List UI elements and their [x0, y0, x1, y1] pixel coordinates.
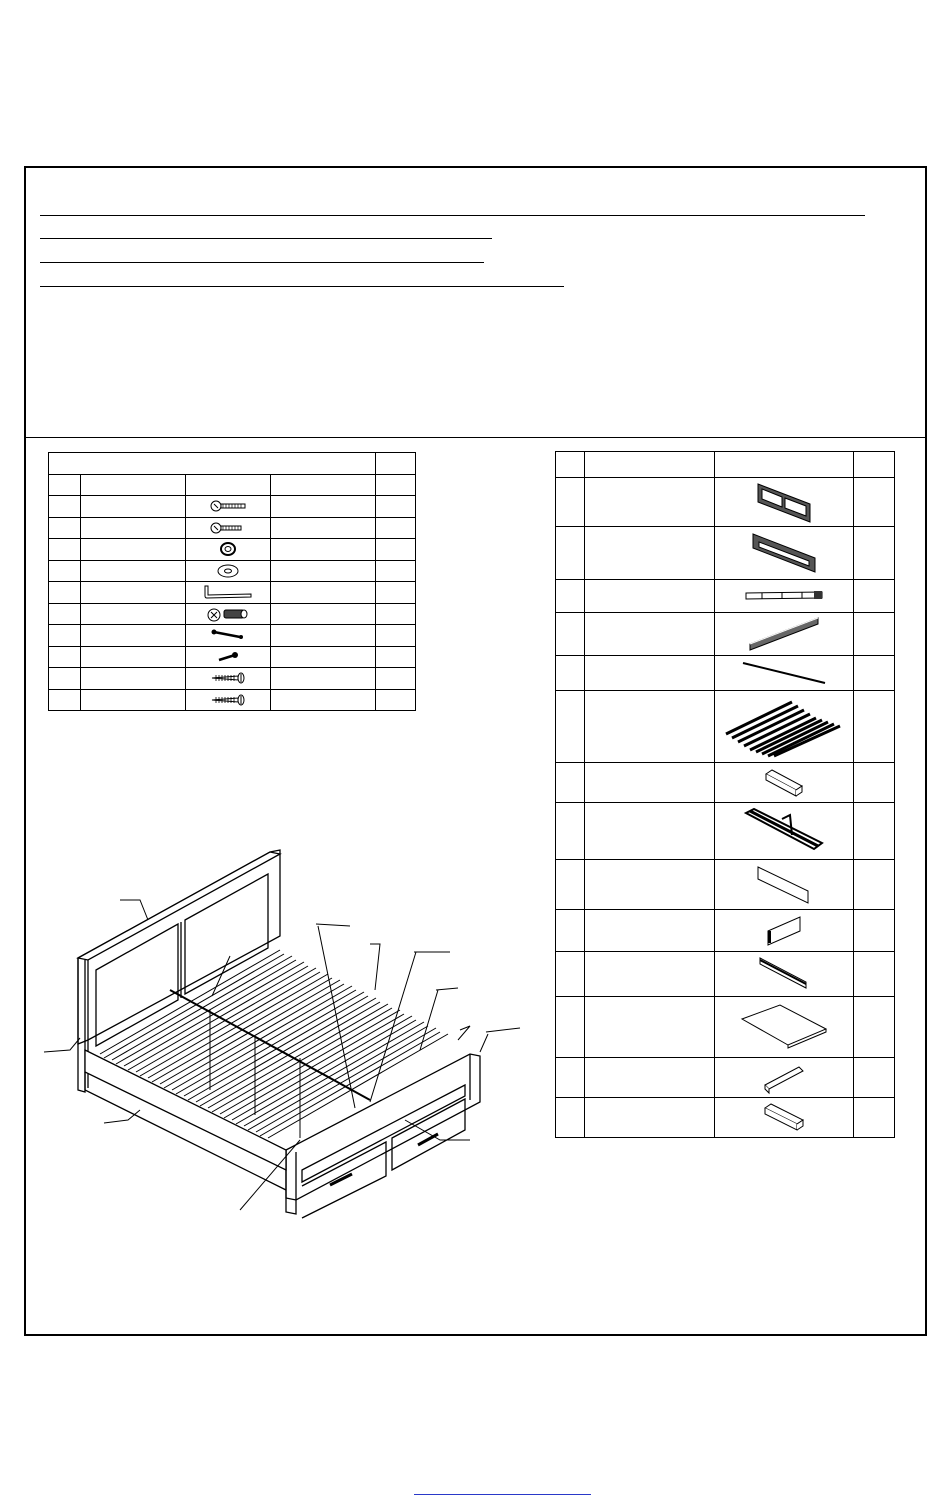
part-qty	[854, 1098, 895, 1138]
hardware-table-title	[49, 453, 376, 475]
hw-col-qty	[376, 474, 416, 496]
hw-no	[49, 539, 81, 561]
part-qty	[854, 527, 895, 580]
table-row	[556, 860, 895, 910]
part-no	[556, 910, 585, 952]
hw-name	[80, 625, 185, 647]
hw-qty	[376, 582, 416, 604]
wood-screw-small-icon	[185, 689, 271, 711]
table-row	[556, 613, 895, 656]
bed-assembly-illustration	[40, 840, 530, 1225]
parts-column-headers	[556, 452, 895, 478]
part-no	[556, 860, 585, 910]
hw-qty	[376, 539, 416, 561]
hw-spec	[271, 646, 376, 668]
hw-name	[80, 560, 185, 582]
instruction-line-4	[40, 286, 564, 287]
table-row	[49, 689, 416, 711]
parts-col-name	[584, 452, 714, 478]
headboard-icon	[715, 478, 854, 527]
part-no	[556, 952, 585, 997]
part-name	[584, 763, 714, 803]
table-row	[556, 803, 895, 860]
allen-key-icon	[185, 582, 271, 604]
table-row	[49, 517, 416, 539]
part-qty	[854, 478, 895, 527]
leg-block-icon	[715, 1098, 854, 1138]
part-qty	[854, 763, 895, 803]
table-row	[49, 603, 416, 625]
hw-qty	[376, 625, 416, 647]
part-qty	[854, 952, 895, 997]
part-name	[584, 803, 714, 860]
hw-spec	[271, 603, 376, 625]
center-rail-icon	[715, 580, 854, 613]
hw-no	[49, 517, 81, 539]
hw-spec	[271, 496, 376, 518]
hardware-table	[48, 452, 416, 711]
part-qty	[854, 860, 895, 910]
drawer-frame-icon	[715, 803, 854, 860]
part-qty	[854, 691, 895, 763]
part-qty	[854, 1058, 895, 1098]
hw-no	[49, 668, 81, 690]
part-name	[584, 656, 714, 691]
part-qty	[854, 656, 895, 691]
hw-col-name	[80, 474, 185, 496]
part-name	[584, 478, 714, 527]
part-qty	[854, 803, 895, 860]
drawer-back-icon	[715, 952, 854, 997]
section-divider	[24, 437, 927, 438]
part-name	[584, 1058, 714, 1098]
flat-washer-icon	[185, 560, 271, 582]
instruction-line-3	[40, 262, 484, 263]
table-row	[556, 478, 895, 527]
hw-col-no	[49, 474, 81, 496]
table-row	[556, 691, 895, 763]
part-no	[556, 997, 585, 1058]
hw-no	[49, 603, 81, 625]
part-name	[584, 580, 714, 613]
table-row	[556, 952, 895, 997]
part-no	[556, 803, 585, 860]
hw-name	[80, 689, 185, 711]
hw-qty	[376, 603, 416, 625]
part-no	[556, 580, 585, 613]
slats-icon	[715, 691, 854, 763]
parts-col-qty	[854, 452, 895, 478]
lock-washer-icon	[185, 539, 271, 561]
hw-no	[49, 625, 81, 647]
part-name	[584, 1098, 714, 1138]
short-bolt-icon	[185, 646, 271, 668]
support-rod-icon	[715, 656, 854, 691]
side-rail-icon	[715, 613, 854, 656]
part-name	[584, 613, 714, 656]
hw-spec	[271, 539, 376, 561]
part-no	[556, 763, 585, 803]
cam-lock-icon	[185, 603, 271, 625]
table-row	[556, 1098, 895, 1138]
hw-qty	[376, 496, 416, 518]
hw-spec	[271, 625, 376, 647]
hw-spec	[271, 582, 376, 604]
table-row	[556, 910, 895, 952]
hw-qty	[376, 689, 416, 711]
part-qty	[854, 613, 895, 656]
instruction-line-2	[40, 238, 492, 239]
table-row	[49, 539, 416, 561]
table-row	[556, 763, 895, 803]
hw-qty	[376, 517, 416, 539]
hw-spec	[271, 689, 376, 711]
hw-no	[49, 560, 81, 582]
table-row	[556, 527, 895, 580]
part-name	[584, 860, 714, 910]
wood-screw-icon	[185, 668, 271, 690]
table-row	[556, 580, 895, 613]
table-row	[556, 997, 895, 1058]
footer-link[interactable]	[414, 1494, 591, 1495]
hw-qty	[376, 560, 416, 582]
drawer-bottom-icon	[715, 997, 854, 1058]
part-qty	[854, 997, 895, 1058]
hw-name	[80, 539, 185, 561]
part-qty	[854, 580, 895, 613]
part-no	[556, 1098, 585, 1138]
part-name	[584, 527, 714, 580]
hw-no	[49, 496, 81, 518]
part-name	[584, 952, 714, 997]
long-bolt-icon	[185, 625, 271, 647]
hardware-column-headers	[49, 474, 416, 496]
part-name	[584, 910, 714, 952]
table-row	[556, 656, 895, 691]
part-no	[556, 691, 585, 763]
part-qty	[854, 910, 895, 952]
instruction-line-1	[40, 215, 865, 216]
hardware-header-qty	[376, 453, 416, 475]
table-row	[556, 1058, 895, 1098]
hw-name	[80, 603, 185, 625]
part-name	[584, 691, 714, 763]
hw-spec	[271, 560, 376, 582]
table-row	[49, 625, 416, 647]
hw-qty	[376, 668, 416, 690]
cleat-icon	[715, 1058, 854, 1098]
hw-col-spec	[271, 474, 376, 496]
table-row	[49, 560, 416, 582]
hw-no	[49, 582, 81, 604]
hw-name	[80, 668, 185, 690]
hw-qty	[376, 646, 416, 668]
table-row	[49, 582, 416, 604]
part-no	[556, 478, 585, 527]
table-row	[49, 646, 416, 668]
part-no	[556, 1058, 585, 1098]
part-no	[556, 613, 585, 656]
hw-name	[80, 646, 185, 668]
parts-col-no	[556, 452, 585, 478]
bolt-short-icon	[185, 517, 271, 539]
table-row	[49, 668, 416, 690]
hw-name	[80, 496, 185, 518]
hw-col-image	[185, 474, 271, 496]
part-name	[584, 997, 714, 1058]
drawer-front-icon	[715, 860, 854, 910]
parts-table	[555, 451, 895, 1138]
support-block-icon	[715, 763, 854, 803]
footboard-icon	[715, 527, 854, 580]
drawer-side-icon	[715, 910, 854, 952]
part-no	[556, 527, 585, 580]
hw-no	[49, 689, 81, 711]
hw-name	[80, 582, 185, 604]
parts-col-image	[715, 452, 854, 478]
hw-name	[80, 517, 185, 539]
hw-spec	[271, 668, 376, 690]
hw-spec	[271, 517, 376, 539]
part-no	[556, 656, 585, 691]
table-row	[49, 496, 416, 518]
hw-no	[49, 646, 81, 668]
bolt-icon	[185, 496, 271, 518]
